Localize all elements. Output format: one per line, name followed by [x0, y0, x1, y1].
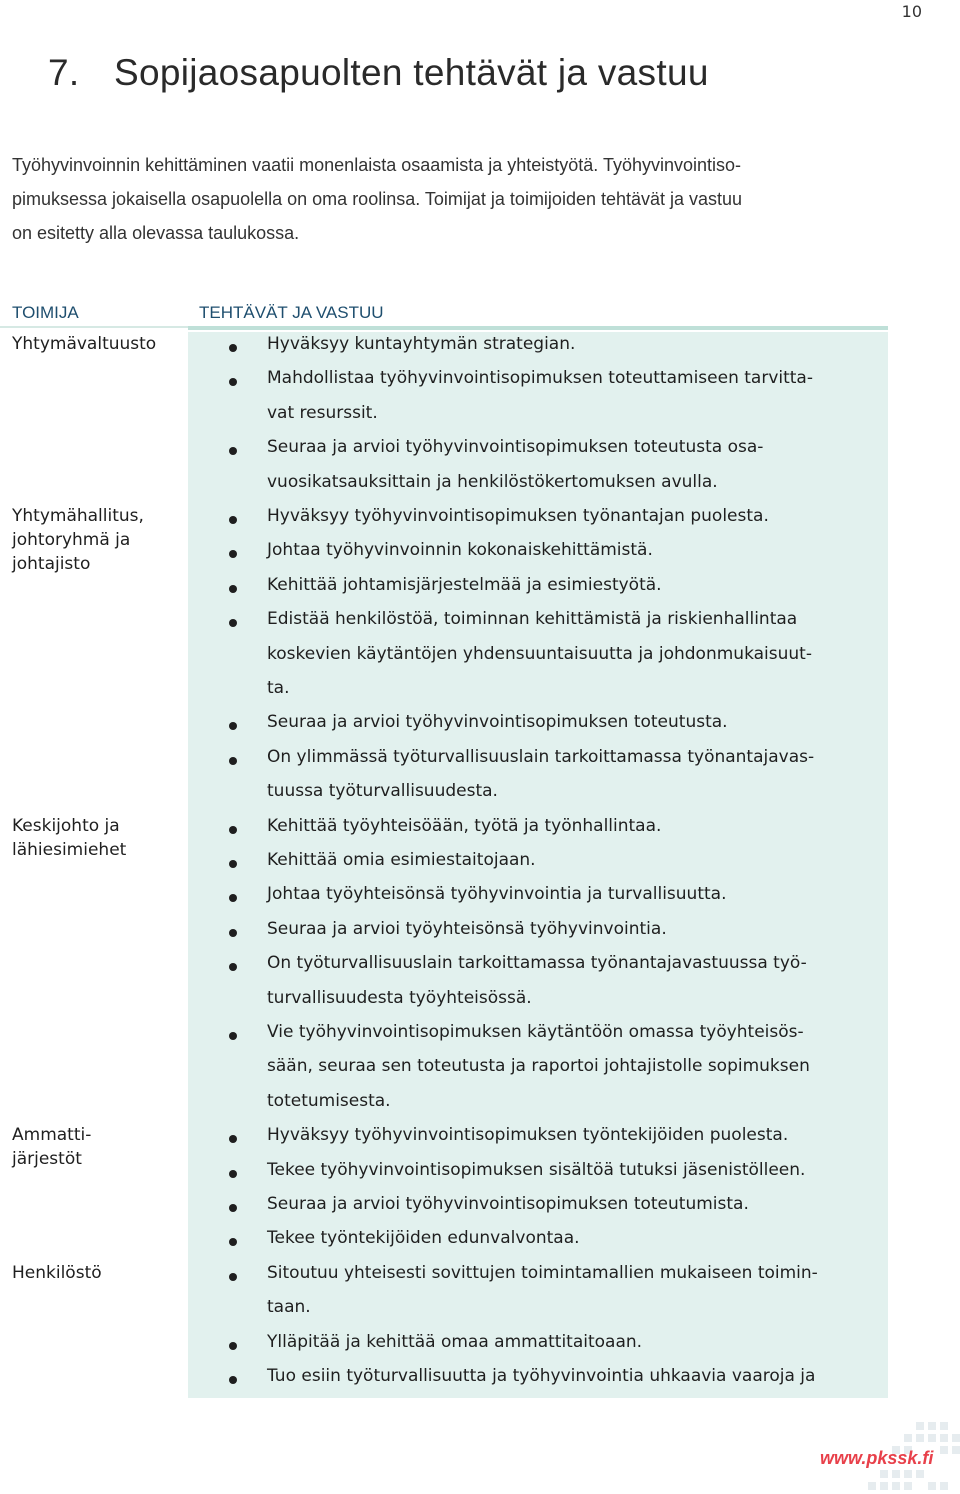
section-title: Sopijaosapuolten tehtävät ja vastuu	[114, 52, 709, 93]
header-rule	[188, 326, 888, 330]
actor-name: Henkilöstö	[12, 1262, 102, 1283]
task-line: Hyväksyy työhyvinvointisopimuksen työnantajan puolesta.	[267, 506, 769, 526]
intro-line: on esitetty alla olevassa taulukossa.	[12, 223, 300, 243]
task-line: Seuraa ja arvioi työhyvinvointisopimuksen toteutumista.	[267, 1194, 749, 1214]
task-line: Johtaa työhyvinvoinnin kokonaiskehittämistä.	[267, 540, 653, 561]
bullet-icon	[229, 1170, 237, 1178]
task-line: Tuo esiin työturvallisuutta ja työhyvinvointia uhkaavia vaaroja ja	[267, 1366, 816, 1386]
task-line: Hyväksyy työhyvinvointisopimuksen työntekijöiden puolesta.	[267, 1125, 789, 1146]
task-line: Tekee työhyvinvointisopimuksen sisältöä tutuksi jäsenistölleen.	[267, 1159, 806, 1180]
bullet-icon	[229, 344, 237, 352]
page-title	[48, 52, 709, 94]
task-line: Mahdollistaa työhyvinvointisopimuksen toteuttamiseen tarvitta-	[267, 368, 813, 389]
actor-name: Yhtymävaltuusto	[12, 334, 157, 354]
actor-name: Yhtymähallitus, johtoryhmä ja johtajisto	[12, 506, 144, 574]
bullet-icon	[229, 929, 237, 937]
task-line: On ylimmässä työturvallisuuslain tarkoittamassa työnantajavas-	[267, 746, 815, 767]
actor-name: Keskijohto ja lähiesimiehet	[12, 815, 127, 860]
task-line: Seuraa ja arvioi työhyvinvointisopimuksen toteutusta.	[267, 712, 728, 733]
task-line: vat resurssit.	[267, 402, 378, 423]
footer-logo-text: www.pkssk.fi	[820, 1448, 934, 1468]
bullet-icon	[229, 1032, 237, 1040]
section-number: 7.	[48, 52, 80, 93]
task-line: Kehittää omia esimiestaitojaan.	[267, 850, 536, 870]
task-line: Hyväksyy kuntayhtymän strategian.	[267, 334, 576, 354]
bullet-icon	[229, 516, 237, 524]
intro-line: Työhyvinvoinnin kehittäminen vaatii monenlaista osaamista ja yhteistyötä. Työhyvinvointiso-	[12, 155, 742, 175]
task-line: Sitoutuu yhteisesti sovittujen toimintamallien mukaiseen toimin-	[267, 1262, 818, 1283]
task-line: Edistää henkilöstöä, toiminnan kehittämistä ja riskienhallintaa	[267, 609, 798, 630]
task-line: koskevien käytäntöjen yhdensuuntaisuutta ja johdonmukaisuut-	[267, 643, 812, 664]
intro-paragraph	[12, 148, 942, 250]
header-rule-left	[0, 326, 188, 328]
task-line: tuussa työturvallisuudesta.	[267, 781, 498, 802]
task-line: Johtaa työyhteisönsä työhyvinvointia ja turvallisuutta.	[267, 884, 727, 905]
bullet-icon	[229, 757, 237, 765]
task-line: sään, seuraa sen toteutusta ja raportoi johtajistolle sopimuksen	[267, 1056, 810, 1077]
task-line: ta.	[267, 678, 290, 698]
bullet-icon	[229, 1376, 237, 1384]
bullet-icon	[229, 1342, 237, 1350]
task-line: Vie työhyvinvointisopimuksen käytäntöön omassa työyhteisös-	[267, 1022, 804, 1042]
header-actor: TOIMIJA	[12, 303, 79, 322]
intro-line: pimuksessa jokaisella osapuolella on oma roolinsa. Toimijat ja toimijoiden tehtävät ja vastuu	[12, 189, 743, 209]
bullet-icon	[229, 585, 237, 593]
bullet-icon	[229, 1273, 237, 1281]
task-line: turvallisuudesta työyhteisössä.	[267, 987, 532, 1008]
task-line: totetumisesta.	[267, 1090, 391, 1111]
task-line: Kehittää työyhteisöään, työtä ja työnhallintaa.	[267, 815, 662, 836]
bullet-icon	[229, 826, 237, 834]
bullet-icon	[229, 860, 237, 868]
task-line: taan.	[267, 1297, 311, 1318]
page-number: 10	[901, 2, 922, 21]
task-line: Ylläpitää ja kehittää omaa ammattitaitoaan.	[267, 1331, 643, 1352]
header-tasks: TEHTÄVÄT JA VASTUU	[199, 303, 384, 322]
task-line: Seuraa ja arvioi työhyvinvointisopimuksen toteutusta osa-	[267, 437, 764, 458]
task-line: Tekee työntekijöiden edunvalvontaa.	[267, 1228, 580, 1249]
task-line: On työturvallisuuslain tarkoittamassa työnantajavastuussa työ-	[267, 953, 807, 974]
task-line: vuosikatsauksittain ja henkilöstökertomuksen avulla.	[267, 471, 718, 492]
actor-name: Ammatti- järjestöt	[12, 1125, 92, 1170]
task-line: Kehittää johtamisjärjestelmää ja esimiestyötä.	[267, 574, 662, 595]
bullet-icon	[229, 1204, 237, 1212]
task-line: Seuraa ja arvioi työyhteisönsä työhyvinvointia.	[267, 918, 667, 939]
